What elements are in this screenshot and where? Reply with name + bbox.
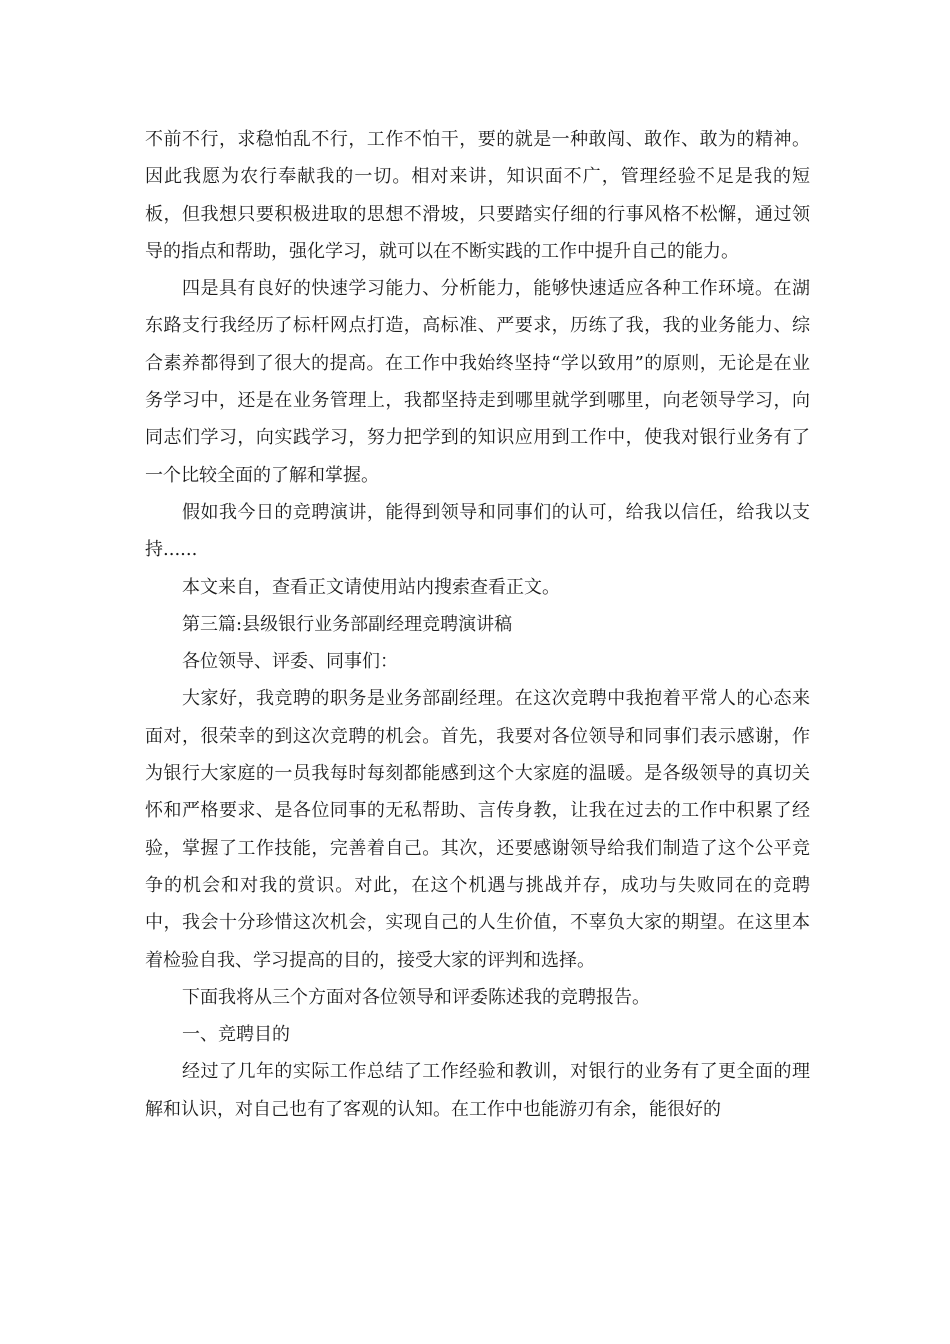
paragraph-3: 假如我今日的竞聘演讲，能得到领导和同事们的认可，给我以信任，给我以支持...... — [145, 501, 810, 561]
section-title: 第三篇:县级银行业务部副经理竞聘演讲稿 — [182, 613, 513, 635]
paragraph-1: 不前不行，求稳怕乱不行，工作不怕干，要的就是一种敢闯、敢作、敢为的精神。因此我愿为农行奉献我的一切。相对来讲，知识面不广，管理经验不足是我的短板，但我想只要积极进取的思想不滑坡，只要踏实仔细的行事风格不松懈，通过领导的指点和帮助，强化学习，就可以在不断实践的工作中提升自己的能力。 — [145, 129, 810, 262]
paragraph-10: 经过了几年的实际工作总结了工作经验和教训，对银行的业务有了更全面的理解和认识，对自己也有了客观的认知。在工作中也能游刃有余，能很好的 — [145, 1061, 810, 1120]
document-page — [145, 121, 810, 1128]
paragraph-4: 本文来自，查看正文请使用站内搜索查看正文。 — [182, 576, 560, 598]
paragraph-2: 四是具有良好的快速学习能力、分析能力，能够快速适应各种工作环境。在湖东路支行我经历了标杆网点打造，高标准、严要求，历练了我，我的业务能力、综合素养都得到了很大的提高。在工作中我始终坚持“学以致用”的原则，无论是在业务学习中，还是在业务管理上，我都坚持走到哪里就学到哪里，向老领导学习，向同志们学习，向实践学习，努力把学到的知识应用到工作中，使我对银行业务有了一个比较全面的了解和掌握。 — [145, 278, 810, 486]
subheading: 一、竞聘目的 — [182, 1024, 290, 1046]
paragraph-8: 下面我将从三个方面对各位领导和评委陈述我的竞聘报告。 — [182, 986, 650, 1008]
paragraph-7: 大家好，我竞聘的职务是业务部副经理。在这次竞聘中我抱着平常人的心态来面对，很荣幸的到这次竞聘的机会。首先，我要对各位领导和同事们表示感谢，作为银行大家庭的一员我每时每刻都能感到这个大家庭的温暖。是各级领导的真切关怀和严格要求、是各位同事的无私帮助、言传身教，让我在过去的工作中积累了经验，掌握了工作技能，完善着自己。其次，还要感谢领导给我们制造了这个公平竞争的机会和对我的赏识。对此，在这个机遇与挑战并存，成功与失败同在的竞聘中，我会十分珍惜这次机会，实现自己的人生价值，不辜负大家的期望。在这里本着检验自我、学习提高的目的，接受大家的评判和选择。 — [145, 688, 810, 971]
salutation: 各位领导、评委、同事们： — [182, 651, 398, 673]
